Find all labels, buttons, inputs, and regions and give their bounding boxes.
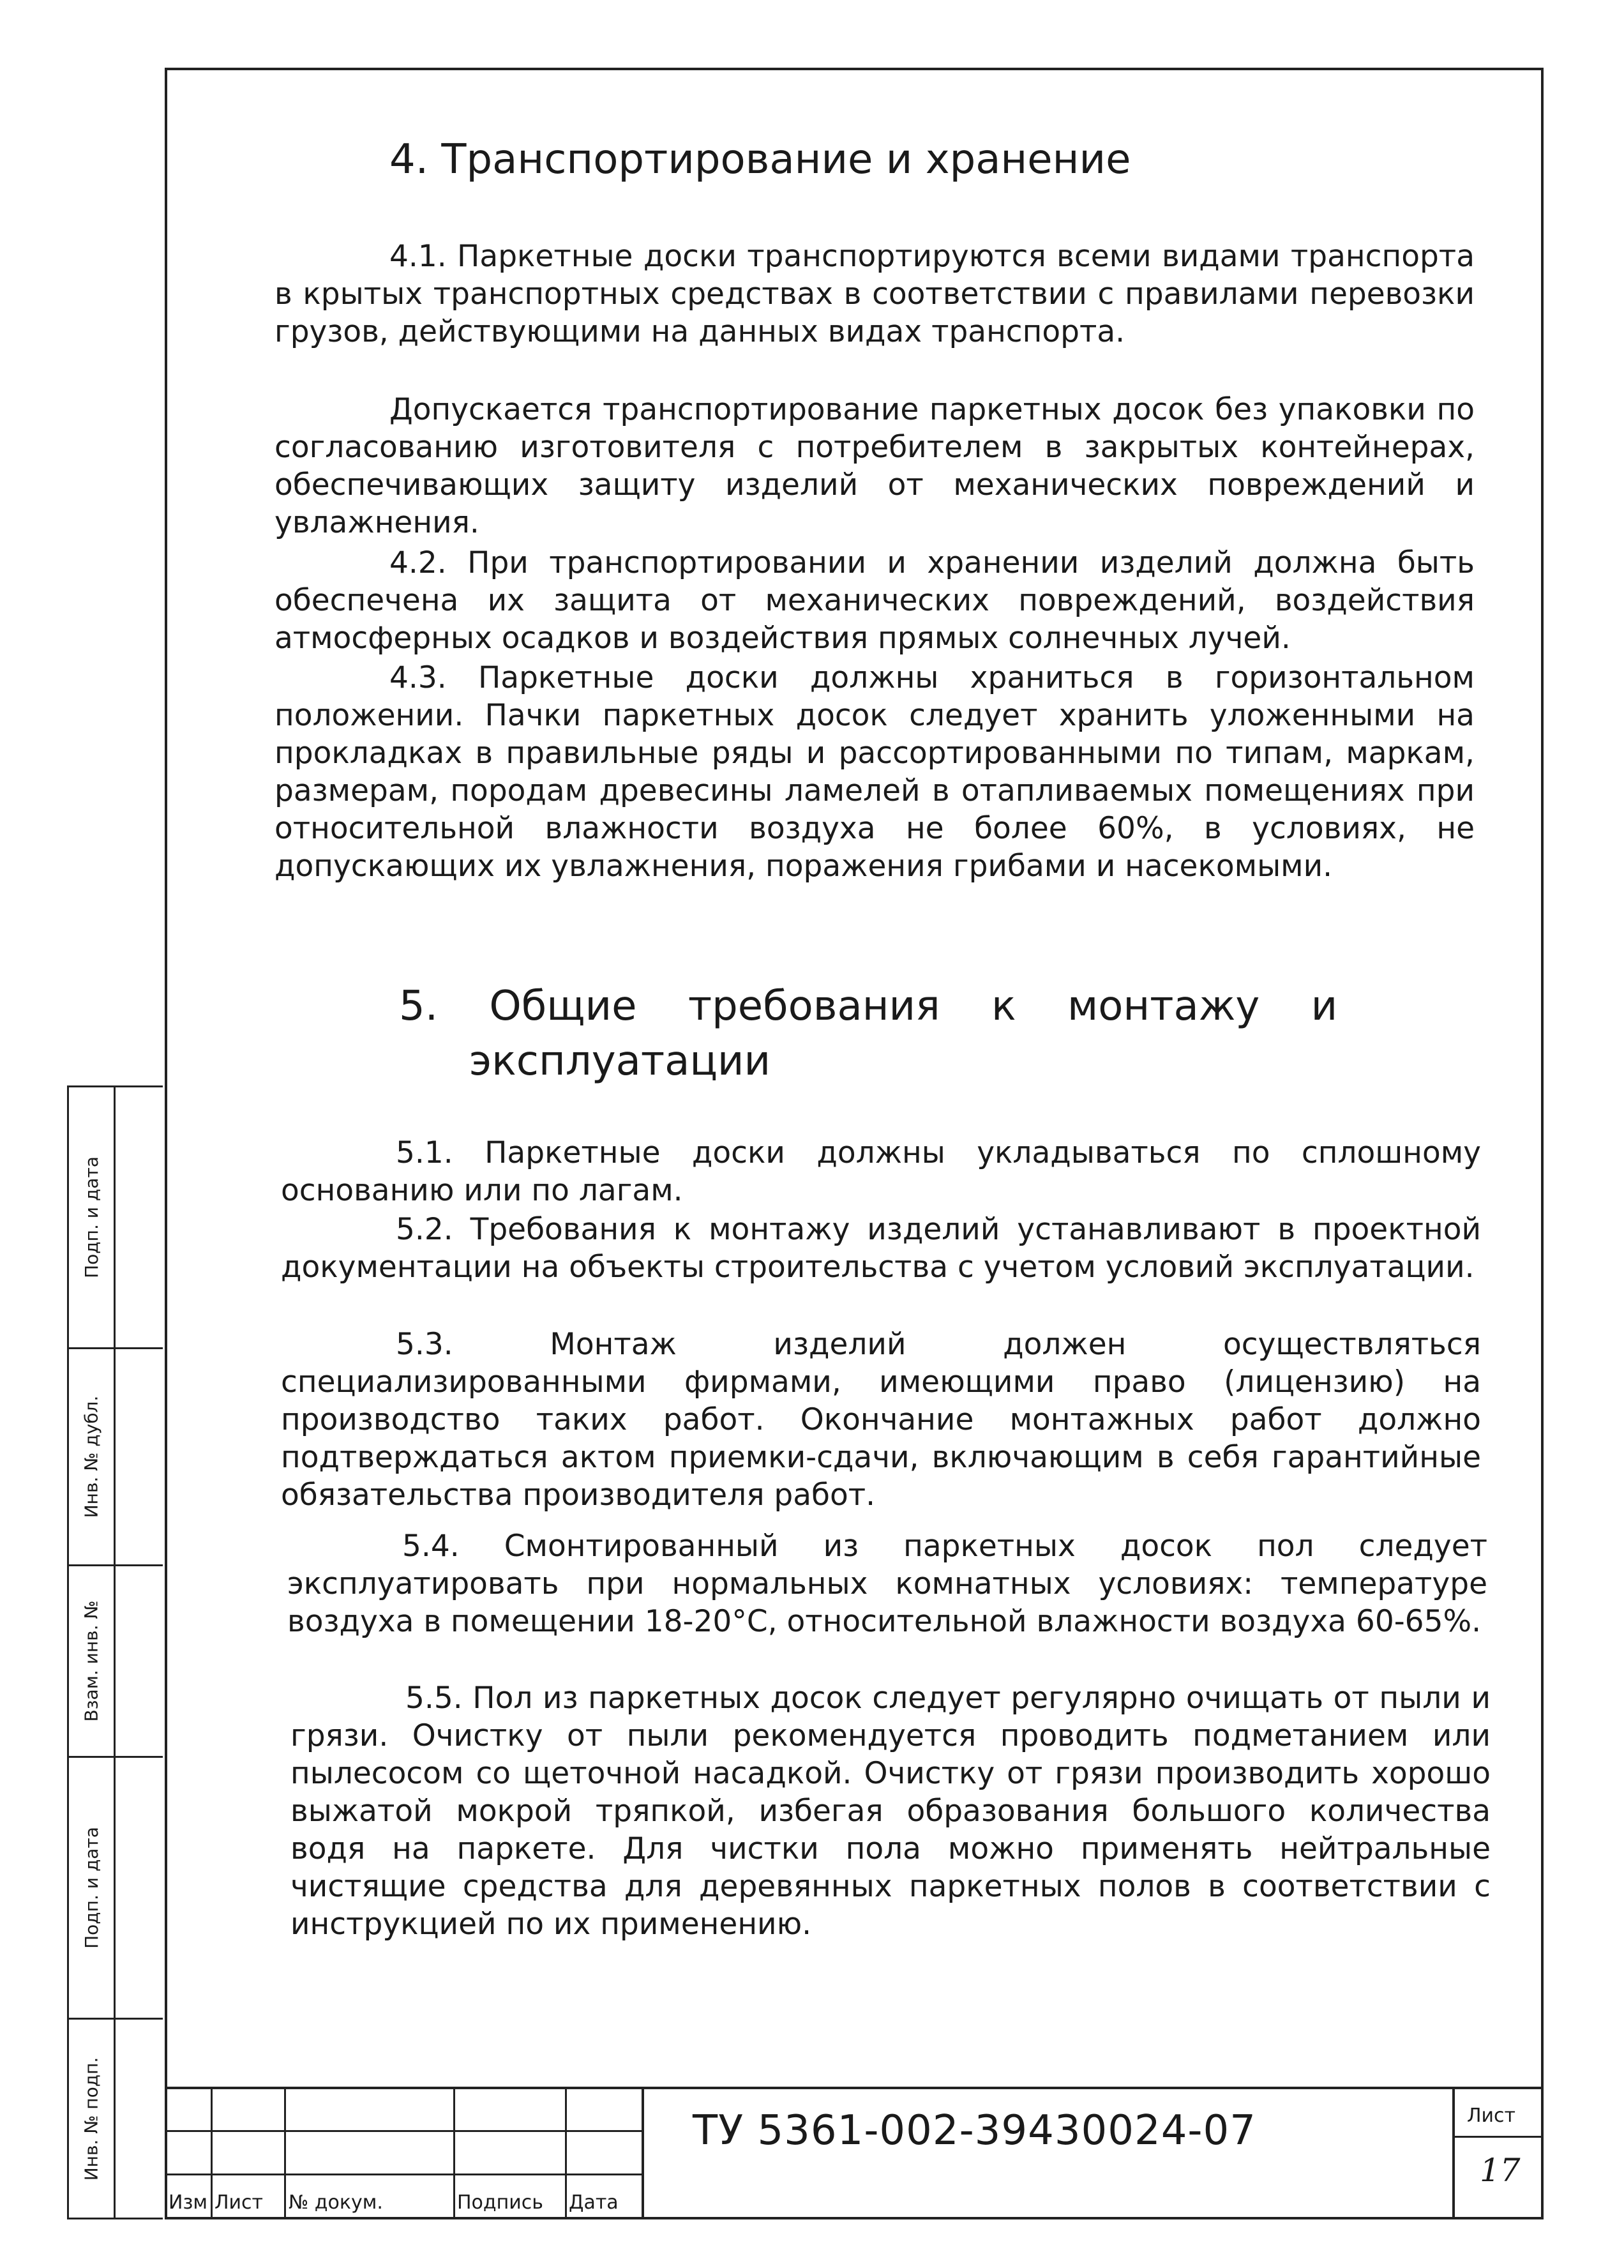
col-label-signature: Подпись xyxy=(457,2191,543,2214)
paragraph-4-3: 4.3. Паркетные доски должны храниться в горизонтальном положении. Пачки паркетных досок следует хранить уложенными на прокладках в правильные ряды и рассортированными по типам, маркам, размерам, породам древесины ламелей в отапливаемых помещениях при относительной влажности воздуха не более 60%, в условиях, не допускающих их увлажнения, поражения грибами и насекомыми. xyxy=(274,660,1475,884)
side-cell-replace-inv xyxy=(67,1564,163,1756)
document-number: ТУ 5361-002-39430024-07 xyxy=(693,2107,1256,2154)
side-cell-sign-date-2 xyxy=(67,1756,163,2018)
sheet-label: Лист xyxy=(1467,2105,1516,2127)
paragraph-5-4: 5.4. Смонтированный из паркетных досок пол следует эксплуатировать при нормальных комнатных условиях: температуре воздуха в помещении 18-20°С, относительной влажности воздуха 60-65%. xyxy=(287,1529,1487,1639)
side-label: Подп. и дата xyxy=(80,1156,102,1278)
side-label: Инв. № дубл. xyxy=(80,1395,102,1518)
paragraph-4-2: 4.2. При транспортировании и хранении изделий должна быть обеспечена их защита от механических повреждений, воздействия атмосферных осадков и воздействия прямых солнечных лучей. xyxy=(274,545,1475,656)
col-label-change: Изм xyxy=(169,2191,208,2214)
side-cell-orig-inv xyxy=(67,2018,163,2219)
paragraph-5-5: 5.5. Пол из паркетных досок следует регулярно очищать от пыли и грязи. Очистку от пыли рекомендуется проводить подметанием или пылесосом со щеточной насадкой. Очистку от грязи производить хорошо выжатой мокрой тряпкой, избегая образования большого количества водя на паркете. Для чистки пола можно применять нейтральные чистящие средства для деревянных паркетных полов в соответствии с инструкцией по их применению. xyxy=(290,1681,1491,1942)
side-label: Взам. инв. № xyxy=(80,1600,102,1722)
side-cell-sign-date xyxy=(67,1085,163,1347)
paragraph-5-3: 5.3. Монтаж изделий должен осуществляться специализированными фирмами, имеющими право (лицензию) на производство таких работ. Окончание монтажных работ должно подтверждаться актом приемки-сдачи, включающим в себя гарантийные обязательства производителя работ. xyxy=(281,1327,1481,1513)
side-cell-dup-inv xyxy=(67,1347,163,1564)
side-label: Инв. № подп. xyxy=(80,2057,102,2181)
section-5-heading-continued: эксплуатации xyxy=(469,1038,771,1085)
paragraph-4-1-note: Допускается транспортирование паркетных досок без упаковки по согласованию изготовителя с потребителем в закрытых контейнерах, обеспечивающих защиту изделий от механических повреждений и увлажнения. xyxy=(274,392,1475,540)
col-label-sheet: Лист xyxy=(214,2191,264,2214)
paragraph-5-2: 5.2. Требования к монтажу изделий устанавливают в проектной документации на объекты строительства с учетом условий эксплуатации. xyxy=(281,1212,1481,1285)
side-stamp xyxy=(67,1085,163,2219)
paragraph-4-1: 4.1. Паркетные доски транспортируются всеми видами транспорта в крытых транспортных средствах в соответствии с правилами перевозки грузов, действующими на данных видах транспорта. xyxy=(274,239,1475,349)
sheet-number: 17 xyxy=(1480,2152,1521,2189)
side-label: Подп. и дата xyxy=(80,1827,102,1949)
section-4-heading: 4. Транспортирование и хранение xyxy=(389,136,1131,183)
col-label-doc-number: № докум. xyxy=(289,2191,383,2214)
paragraph-5-1: 5.1. Паркетные доски должны укладываться по сплошному основанию или по лагам. xyxy=(281,1135,1481,1208)
section-5-heading: 5. Общие требования к монтажу и xyxy=(399,983,1338,1030)
col-label-date: Дата xyxy=(569,2191,619,2214)
